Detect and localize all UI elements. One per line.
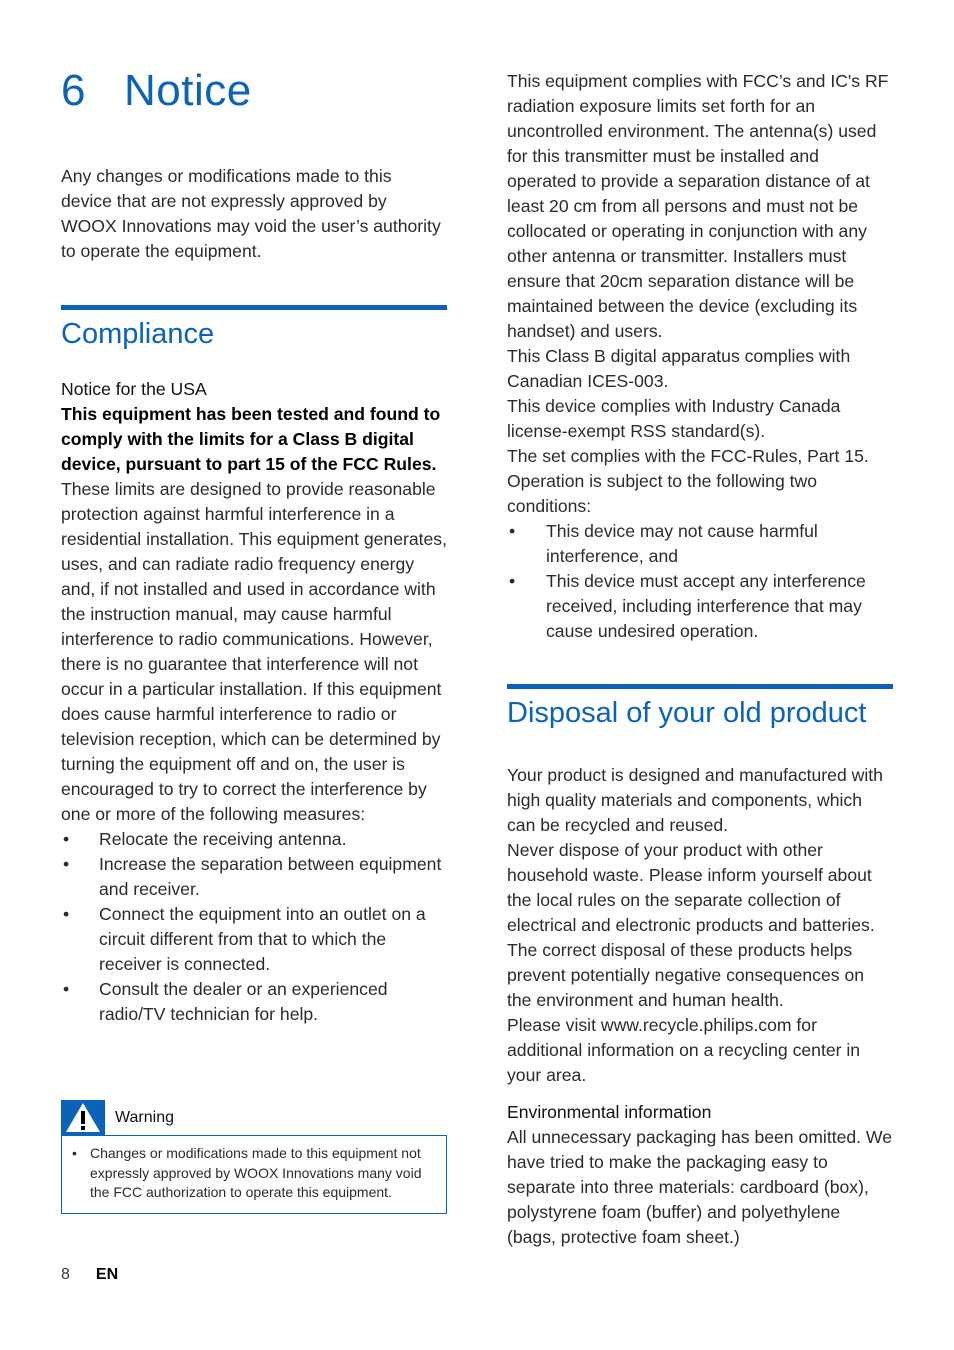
- warning-box: [61, 1100, 447, 1214]
- list-item: • This device must accept any interference received, including interference that may cause undesired operation.: [507, 569, 893, 644]
- compliance-section: [61, 305, 447, 1027]
- conditions-list: [507, 519, 893, 644]
- intro-paragraph: Any changes or modifications made to this device that are not expressly approved by WOOX Innovations may void the user’s authority to operate the equipment.: [61, 166, 441, 261]
- fcc-test-statement: This equipment has been tested and found to comply with the limits for a Class B digital device, pursuant to part 15 of the FCC Rules.: [61, 404, 441, 474]
- rf-exposure-section: [507, 69, 893, 644]
- warning-list: [70, 1144, 432, 1203]
- chapter-number: 6: [61, 66, 86, 115]
- page-number: 8: [61, 1266, 70, 1283]
- page-footer: [61, 1266, 118, 1284]
- list-item: • Changes or modifications made to this equipment not expressly approved by WOOX Innovations many void the FCC authorization to operate this equipment.: [70, 1144, 432, 1203]
- list-item: • Increase the separation between equipment and receiver.: [61, 852, 447, 902]
- list-item: • Relocate the receiving antenna.: [61, 827, 447, 852]
- fcc-rules-paragraph: The set complies with the FCC-Rules, Part 15. Operation is subject to the following two conditions:: [507, 446, 869, 516]
- disposal-paragraph-3: Please visit www.recycle.philips.com for additional information on a recycling center in your area.: [507, 1015, 861, 1085]
- section-rule: [61, 305, 447, 310]
- language-code: EN: [95, 1266, 119, 1283]
- warning-label: Warning: [115, 1108, 174, 1126]
- warning-body: [61, 1135, 447, 1214]
- environmental-heading: Environmental information: [507, 1102, 712, 1122]
- warning-header: [61, 1100, 447, 1135]
- environmental-paragraph: All unnecessary packaging has been omitted. We have tried to make the packaging easy to separate into three materials: cardboard (box), polystyrene foam (buffer) and polyethylene (bags, protective foam sheet.): [507, 1127, 893, 1247]
- fcc-limits-paragraph: These limits are designed to provide reasonable protection against harmful interference in a residential installation. This equipment generates, uses, and can radiate radio frequency energy and, if not installed and used in accordance with the instruction manual, may cause harmful interference to radio communications. However, there is no guarantee that interference will not occur in a particular installation. If this equipment does cause harmful interference to radio or television reception, which can be determined by turning the equipment off and on, the user is encouraged to try to correct the interference by one or more of the following measures:: [61, 479, 447, 824]
- disposal-title: Disposal of your old product: [507, 697, 867, 729]
- measures-list: [61, 827, 447, 1027]
- rf-exposure-paragraph: This equipment complies with FCC’s and IC's RF radiation exposure limits set forth for an uncontrolled environment. The antenna(s) used for this transmitter must be installed and operated to provide a separation distance of at least 20 cm from all persons and must not be collocated or operating in conjunction with any other antenna or transmitter. Installers must ensure that 20cm separation distance will be maintained between the device (excluding its handset) and users.: [507, 71, 889, 341]
- disposal-paragraph-2: Never dispose of your product with other household waste. Please inform yourself about the local rules on the separate collection of electrical and electronic products and batteries. The correct disposal of these products helps prevent potentially negative consequences on the environment and human health.: [507, 840, 875, 1010]
- industry-canada-paragraph: This device complies with Industry Canada license-exempt RSS standard(s).: [507, 396, 841, 441]
- usa-notice-heading: Notice for the USA: [61, 379, 207, 399]
- compliance-title: Compliance: [61, 318, 215, 350]
- chapter-title: [61, 66, 252, 116]
- list-item: • Consult the dealer or an experienced radio/TV technician for help.: [61, 977, 447, 1027]
- warning-icon: [61, 1100, 105, 1135]
- chapter-name: Notice: [123, 66, 252, 115]
- list-item: • Connect the equipment into an outlet on a circuit different from that to which the receiver is connected.: [61, 902, 447, 977]
- disposal-section: [507, 684, 893, 1250]
- list-item: • This device may not cause harmful interference, and: [507, 519, 893, 569]
- class-b-paragraph: This Class B digital apparatus complies with Canadian ICES-003.: [507, 346, 851, 391]
- section-rule: [507, 684, 893, 689]
- disposal-paragraph-1: Your product is designed and manufactured with high quality materials and components, which can be recycled and reused.: [507, 765, 883, 835]
